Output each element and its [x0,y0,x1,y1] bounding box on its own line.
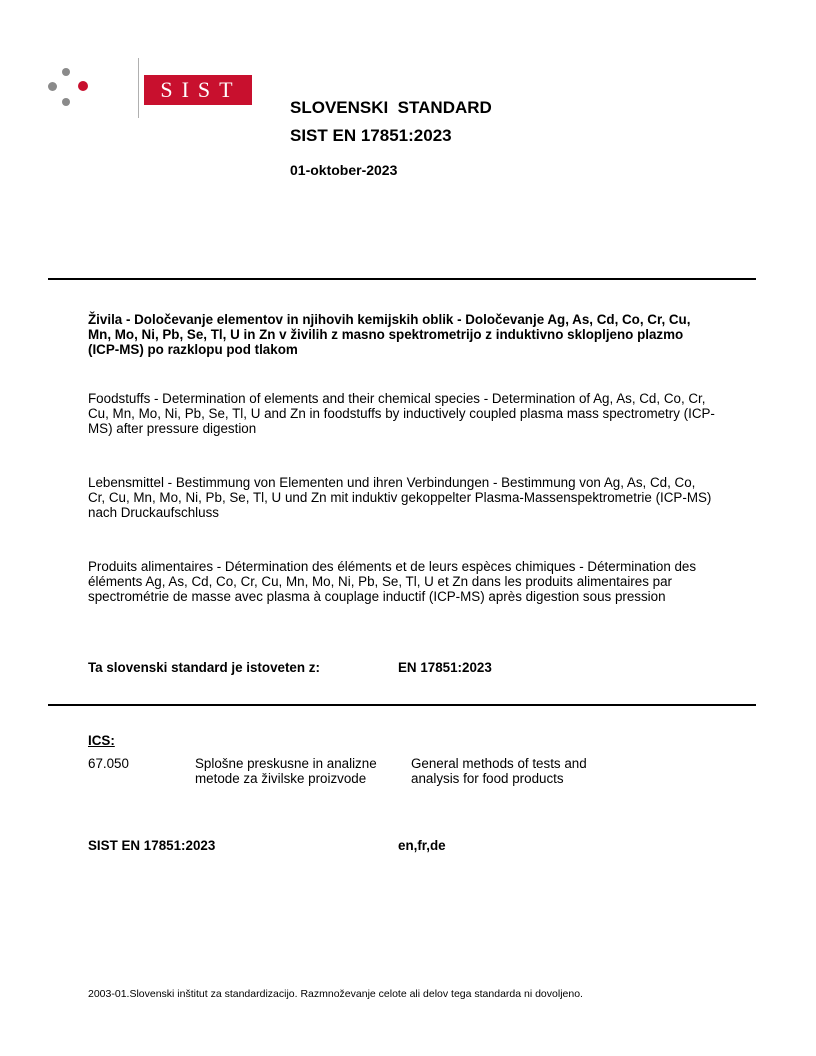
standard-code: SIST EN 17851:2023 [290,126,452,145]
logo-dot-left [48,82,57,91]
logo-wordmark: SIST [144,75,252,105]
standard-type: SLOVENSKI STANDARD [290,98,492,117]
ics-description-sl: Splošne preskusne in analizne metode za živilske proizvode [195,756,377,786]
logo-dot-red [78,81,88,91]
identical-value: EN 17851:2023 [398,660,492,675]
ics-code: 67.050 [88,756,129,771]
sist-logo [48,62,242,122]
logo-dot-top [62,68,70,76]
copyright-footer: 2003-01.Slovenski inštitut za standardizacijo. Razmnoževanje celote ali delov tega standarda ni dovoljeno. [88,988,583,1000]
identical-label: Ta slovenski standard je istoveten z: [88,660,320,675]
standard-header [290,94,492,150]
bottom-standard-code: SIST EN 17851:2023 [88,838,216,853]
divider-top [48,278,756,280]
ics-label: ICS: [88,733,115,748]
ics-description-en: General methods of tests and analysis for food products [411,756,587,786]
logo-divider [138,58,139,118]
title-french: Produits alimentaires - Détermination des éléments et de leurs espèces chimiques - Détermination des éléments Ag, As, Cd, Co, Cr, Cu, Mn, Mo, Ni, Pb, Se, Tl, U et Zn dans les produits alimentaires par spectrométrie de masse avec plasma à couplage inductif (ICP-MS) après digestion sous pression [88,559,697,604]
bottom-languages: en,fr,de [398,838,446,853]
publication-date: 01-oktober-2023 [290,162,398,178]
logo-dot-bottom [62,98,70,106]
title-german: Lebensmittel - Bestimmung von Elementen und ihren Verbindungen - Bestimmung von Ag, As, Cd, Co, Cr, Cu, Mn, Mo, Ni, Pb, Se, Tl, U und Zn mit induktiv gekoppelter Plasma-Massenspektrometrie (ICP-MS) nach Druckaufschluss [88,475,712,520]
title-slovenian: Živila - Določevanje elementov in njihovih kemijskih oblik - Določevanje Ag, As, Cd, Co, Cr, Cu, Mn, Mo, Ni, Pb, Se, Tl, U in Zn v živilih z masno spektrometrijo z induktivno sklopljeno plazmo (ICP-MS) po razklopu pod tlakom [88,312,691,357]
title-english: Foodstuffs - Determination of elements and their chemical species - Determination of Ag, As, Cd, Co, Cr, Cu, Mn, Mo, Ni, Pb, Se, Tl, U and Zn in foodstuffs by inductively coupled plasma mass spectrometry (ICP-MS) after pressure digestion [88,391,715,436]
divider-bottom [48,704,756,706]
